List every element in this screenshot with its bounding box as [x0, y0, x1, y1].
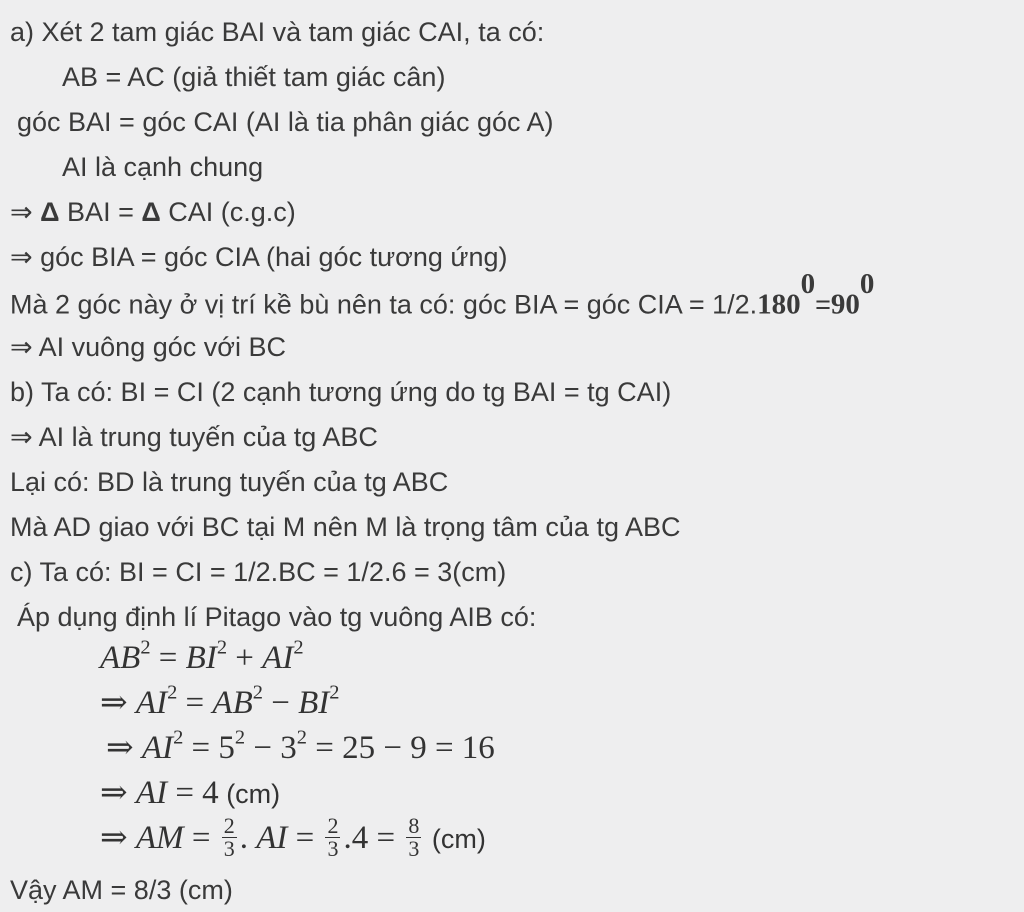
math-var: AM: [135, 820, 184, 857]
degree-exponent: 0: [859, 268, 875, 300]
math-var: AI: [141, 730, 174, 766]
math-operator: =: [150, 640, 186, 676]
text-line-median-bd: Lại có: BD là trung tuyến của tg ABC: [10, 467, 449, 497]
math-result: = 4: [167, 775, 219, 811]
math-exponent: 2: [173, 726, 184, 749]
text-line-supplementary: [10, 268, 875, 324]
value-90: 90: [830, 288, 860, 321]
math-operator: =: [177, 685, 213, 721]
text-line-angle-bai-cai: góc BAI = góc CAI (AI là tia phân giác góc A): [17, 107, 554, 137]
triangle-symbol: Δ: [40, 197, 60, 227]
math-number: 5: [218, 730, 235, 766]
math-exponent: 2: [216, 636, 228, 659]
equation-ai-squared-value: [106, 726, 495, 770]
unit-label: (cm): [424, 824, 486, 855]
fraction-numerator: 8: [408, 813, 420, 838]
math-operator: .4 =: [343, 820, 404, 857]
fraction-numerator: 2: [327, 813, 339, 838]
math-operator: =: [287, 820, 323, 857]
value-180: 180: [757, 288, 801, 321]
math-operator: .: [239, 820, 257, 857]
implies-arrow: ⇒: [106, 730, 134, 766]
math-exponent: 2: [140, 636, 151, 659]
equals-sign: =: [815, 289, 831, 320]
text-line-common-side: AI là cạnh chung: [62, 152, 264, 182]
math-exponent: 2: [329, 681, 340, 704]
math-operator: =: [183, 730, 219, 766]
part-c-heading: c) Ta có: BI = CI = 1/2.BC = 1/2.6 = 3(cm): [10, 557, 507, 587]
part-a-heading: a) Xét 2 tam giác BAI và tam giác CAI, ta có:: [10, 17, 545, 47]
text-line-congruence: [10, 194, 296, 234]
math-operator: −: [262, 685, 299, 721]
implies-arrow: ⇒: [100, 775, 128, 811]
math-var: BI: [185, 640, 217, 676]
congruence-mid: BAI =: [59, 197, 142, 227]
math-exponent: 2: [167, 681, 178, 704]
equation-am-value: [100, 813, 486, 866]
math-exponent: 2: [296, 726, 307, 749]
implies-arrow: ⇒: [100, 820, 128, 857]
fraction: [406, 815, 421, 860]
text-line-pythagoras: Áp dụng định lí Pitago vào tg vuông AIB có:: [17, 602, 537, 632]
congruence-end: CAI (c.g.c): [160, 197, 296, 227]
text-line-median-ai: ⇒ AI là trung tuyến của tg ABC: [10, 422, 378, 452]
math-var: AB: [100, 640, 141, 676]
conclusion-line: Vậy AM = 8/3 (cm): [10, 875, 233, 905]
fraction-denominator: 3: [408, 836, 420, 861]
triangle-symbol: Δ: [141, 197, 161, 227]
fraction: [222, 815, 237, 860]
math-result: = 25 − 9 = 16: [306, 730, 495, 766]
math-var: AI: [256, 820, 288, 857]
degree-exponent: 0: [800, 268, 816, 300]
text-line-perpendicular: ⇒ AI vuông góc với BC: [10, 332, 286, 362]
math-operator: +: [227, 640, 263, 676]
math-operator: =: [183, 820, 219, 857]
fraction: [325, 815, 340, 860]
equation-pythagoras: [100, 636, 304, 680]
math-var: AI: [262, 640, 294, 676]
equation-ai-squared: [100, 681, 340, 725]
math-number: 3: [280, 730, 297, 766]
implies-arrow: ⇒: [10, 197, 33, 227]
math-var: AI: [135, 685, 168, 721]
part-b-heading: b) Ta có: BI = CI (2 cạnh tương ứng do tg BAI = tg CAI): [10, 377, 672, 407]
math-var: AB: [212, 685, 253, 721]
implies-arrow: ⇒: [100, 685, 128, 721]
math-exponent: 2: [293, 636, 304, 659]
math-operator: −: [245, 730, 281, 766]
math-var: BI: [298, 685, 330, 721]
unit-label: (cm): [218, 779, 281, 809]
math-exponent: 2: [252, 681, 263, 704]
fraction-denominator: 3: [223, 836, 235, 861]
text-line-corresponding-angles: ⇒ góc BIA = góc CIA (hai góc tương ứng): [10, 242, 508, 272]
fraction-numerator: 2: [223, 813, 235, 838]
equation-ai-value: [100, 775, 280, 815]
math-exponent: 2: [234, 726, 246, 749]
math-var: AI: [135, 775, 168, 811]
fraction-denominator: 3: [327, 836, 339, 861]
text-line-ab-ac: AB = AC (giả thiết tam giác cân): [62, 62, 446, 92]
supplementary-text: Mà 2 góc này ở vị trí kề bù nên ta có: góc BIA = góc CIA = 1/2.: [10, 289, 758, 320]
text-line-centroid: Mà AD giao với BC tại M nên M là trọng tâm của tg ABC: [10, 512, 681, 542]
